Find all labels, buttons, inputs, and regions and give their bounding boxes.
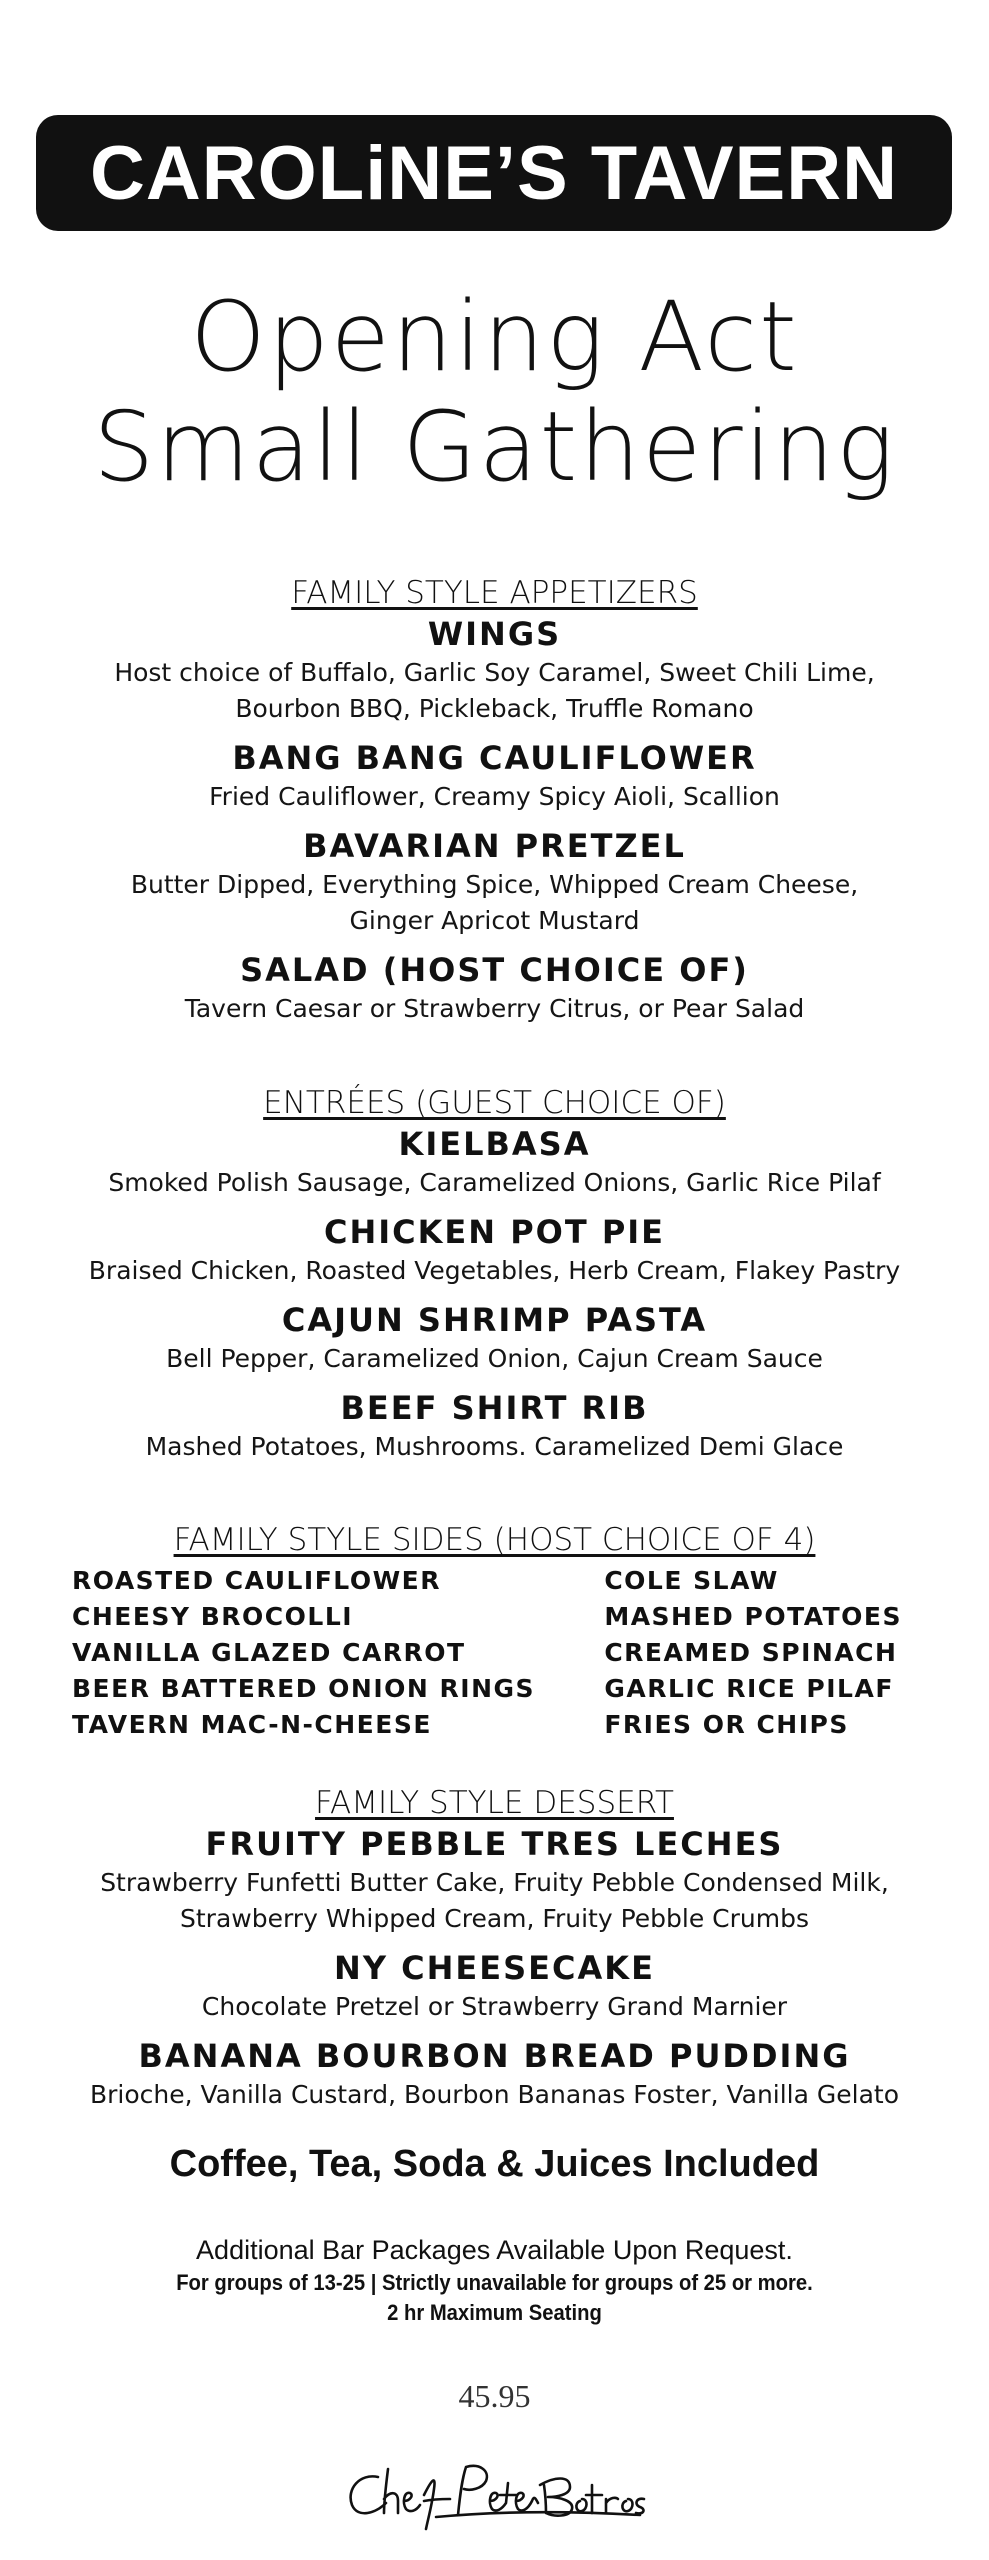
note-line: 2 hr Maximum Seating xyxy=(387,2300,602,2325)
brand-banner xyxy=(36,115,952,231)
menu-item xyxy=(0,1823,989,1937)
item-description: Chocolate Pretzel or Strawberry Grand Marnier xyxy=(201,1992,788,2021)
item-name: BEEF SHIRT RIB xyxy=(340,1389,649,1427)
side-item: MASHED POTATOES xyxy=(604,1602,902,1631)
side-item: COLE SLAW xyxy=(604,1566,779,1595)
item-description: Bell Pepper, Caramelized Onion, Cajun Cream Sauce xyxy=(166,1344,823,1373)
item-description: Fried Cauliflower, Creamy Spicy Aioli, Scallion xyxy=(209,782,780,811)
item-description: Brioche, Vanilla Custard, Bourbon Bananas Foster, Vanilla Gelato xyxy=(89,2080,900,2109)
menu-item xyxy=(0,1387,989,1465)
item-name: BAVARIAN PRETZEL xyxy=(303,827,686,865)
sides-section xyxy=(0,1520,989,1560)
menu-title-line-2: Small Gathering xyxy=(93,391,896,503)
brand-name: CAROLiNE’S TAVERN xyxy=(90,130,898,216)
item-description: Butter Dipped, Everything Spice, Whipped Cream Cheese, xyxy=(130,870,859,899)
sides-column-left xyxy=(72,1563,535,1743)
item-description: Ginger Apricot Mustard xyxy=(349,906,640,935)
sides-column-right xyxy=(604,1563,902,1743)
item-description: Mashed Potatoes, Mushrooms. Caramelized Demi Glace xyxy=(145,1432,844,1461)
menu-item xyxy=(0,737,989,815)
side-item: ROASTED CAULIFLOWER xyxy=(72,1566,442,1595)
item-name: BANANA BOURBON BREAD PUDDING xyxy=(138,2037,851,2075)
side-item: GARLIC RICE PILAF xyxy=(604,1674,894,1703)
item-name: KIELBASA xyxy=(398,1125,591,1163)
item-description: Braised Chicken, Roasted Vegetables, Herb Cream, Flakey Pastry xyxy=(88,1256,901,1285)
side-item: FRIES OR CHIPS xyxy=(604,1710,849,1739)
item-name: SALAD (HOST CHOICE OF) xyxy=(240,951,749,989)
note-line: For groups of 13-25 | Strictly unavailable for groups of 25 or more. xyxy=(176,2270,813,2295)
sides-list xyxy=(72,1563,932,1743)
menu-item xyxy=(0,1299,989,1377)
menu-item xyxy=(0,1947,989,2025)
item-name: CHICKEN POT PIE xyxy=(323,1213,666,1251)
item-description: Bourbon BBQ, Pickleback, Truffle Romano xyxy=(235,694,754,723)
side-item: VANILLA GLAZED CARROT xyxy=(72,1638,466,1667)
included-beverages: Coffee, Tea, Soda & Juices Included xyxy=(169,2143,820,2185)
item-name: CAJUN SHRIMP PASTA xyxy=(281,1301,708,1339)
section-heading: FAMILY STYLE APPETIZERS xyxy=(291,575,698,611)
side-item: CHEESY BROCOLLI xyxy=(72,1602,354,1631)
section-heading: FAMILY STYLE DESSERT xyxy=(315,1785,674,1821)
item-name: WINGS xyxy=(427,615,562,653)
item-description: Smoked Polish Sausage, Caramelized Onions, Garlic Rice Pilaf xyxy=(108,1168,881,1197)
section-heading: FAMILY STYLE SIDES (HOST CHOICE OF 4) xyxy=(173,1522,816,1558)
item-name: BANG BANG CAULIFLOWER xyxy=(232,739,757,777)
chef-signature xyxy=(340,2455,650,2535)
entrees-section xyxy=(0,1083,989,1465)
item-description: Tavern Caesar or Strawberry Citrus, or Pear Salad xyxy=(184,994,805,1023)
item-name: NY CHEESECAKE xyxy=(334,1949,655,1987)
item-description: Host choice of Buffalo, Garlic Soy Caramel, Sweet Chili Lime, xyxy=(114,658,875,687)
menu-item xyxy=(0,2035,989,2113)
menu-item xyxy=(0,1123,989,1201)
menu-item xyxy=(0,613,989,727)
note-line: Additional Bar Packages Available Upon Request. xyxy=(196,2235,793,2265)
menu-item xyxy=(0,1211,989,1289)
side-item: BEER BATTERED ONION RINGS xyxy=(72,1674,536,1703)
item-name: FRUITY PEBBLE TRES LECHES xyxy=(205,1825,784,1863)
item-description: Strawberry Whipped Cream, Fruity Pebble Crumbs xyxy=(180,1904,809,1933)
dessert-section xyxy=(0,1783,989,2113)
section-heading: ENTRÉES (GUEST CHOICE OF) xyxy=(263,1085,726,1121)
menu-item xyxy=(0,949,989,1027)
side-item: CREAMED SPINACH xyxy=(604,1638,898,1667)
menu-title-line-1: Opening Act xyxy=(190,281,799,393)
side-item: TAVERN MAC-N-CHEESE xyxy=(72,1710,432,1739)
booking-notes xyxy=(0,2232,989,2328)
package-price: 45.95 xyxy=(458,2378,531,2414)
menu-item xyxy=(0,825,989,939)
appetizers-section xyxy=(0,573,989,1027)
item-description: Strawberry Funfetti Butter Cake, Fruity Pebble Condensed Milk, xyxy=(100,1868,889,1897)
